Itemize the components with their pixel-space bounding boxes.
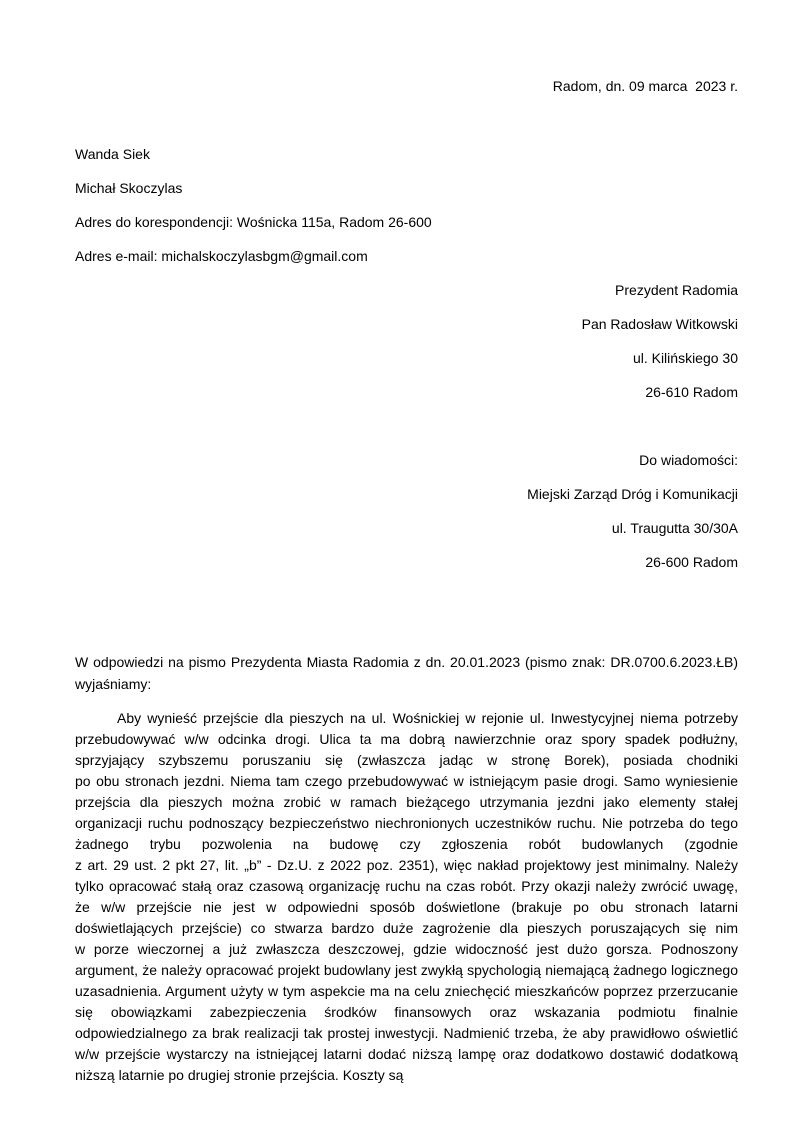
cc-city: 26-600 Radom — [645, 554, 738, 570]
recipient-block — [75, 273, 738, 409]
cc-street: ul. Traugutta 30/30A — [611, 520, 738, 536]
body-segment: z art. 29 ust. 2 pkt 27, lit. „b” - Dz.U. z 2022 poz. 2351), więc nakład projektowy jest minimalny. Należy tylko opracować stałą oraz czasową organizację ruchu na czas robót. Przy okazji należy zwrócić uwagę, że w/w przejście nie jest w odpowiedni sposób doświetlone (brakuje po obu stronach latarni doświetlających przejście) co stwarza bardzo duże zagrożenie dla pieszych poruszających się nim — [75, 857, 738, 936]
sender-email: Adres e-mail: michalskoczylasbgm@gmail.com — [75, 248, 368, 264]
sender-name-2: Michał Skoczylas — [75, 180, 183, 196]
sender-address: Adres do korespondencji: Wośnicka 115a, Radom 26-600 — [75, 214, 432, 230]
recipient-name: Pan Radosław Witkowski — [581, 316, 738, 332]
sender-block — [75, 137, 738, 273]
sender-name-1: Wanda Siek — [75, 146, 150, 162]
recipient-street: ul. Kilińskiego 30 — [632, 350, 738, 366]
cc-heading: Do wiadomości: — [639, 452, 738, 468]
letter-content — [75, 0, 738, 1086]
body-segment: Aby wynieść przejście dla pieszych na ul. Wośnickiej w rejonie ul. Inwestycyjnej niema potrzeby przebudowywać w/w odcinka drogi. Ulica ta ma dobrą nawierzchnie oraz spory spadek podłużny, sprzyjający szybszemu poruszaniu się (zwłaszcza jadąc w stronę Borek), posiada chodniki — [75, 710, 738, 768]
recipient-title: Prezydent Radomia — [615, 282, 738, 298]
cc-organization: Miejski Zarząd Dróg i Komunikacji — [527, 486, 738, 502]
body-segment: po obu stronach jezdni. Niema tam czego przebudowywać w istniejącym pasie drogi. Samo wyniesienie przejścia dla pieszych można zrobić w ramach bieżącego utrzymania jezdni jako elementy stałej organizacji ruchu podnoszący bezpieczeństwo niechronionych uczestników ruchu. Nie potrzeba do tego żadnego trybu pozwolenia na budowę czy zgłoszenia robót budowlanych (zgodnie — [75, 773, 738, 852]
body-segment: w porze wieczornej a już zwłaszcza deszczowej, gdzie widoczność jest dużo gorsza. Podnoszony argument, że należy opracować projekt budowlany jest zwykłą spychologią niemającą żadnego logicznego uzasadnienia. Argument użyty w tym aspekcie ma na celu zniechęcić mieszkańców poprzez przerzucanie się obowiązkami zabezpieczenia środków finansowych oraz wskazania podmiotu finalnie odpowiedzialnego za brak realizacji tak prostej inwestycji. Nadmienić trzeba, że aby prawidłowo oświetlić w/w przejście wystarczy na istniejącej latarni dodać niższą lampę oraz dodatkowo dostawić dodatkową niższą latarnie po drugiej stronie przejścia. Koszty są — [75, 941, 738, 1083]
date-line: Radom, dn. 09 marca 2023 r. — [552, 78, 738, 94]
recipient-city: 26-610 Radom — [645, 384, 738, 400]
cc-block — [75, 443, 738, 579]
body-paragraph — [75, 708, 738, 1086]
intro-paragraph: W odpowiedzi na pismo Prezydenta Miasta Radomia z dn. 20.01.2023 (pismo znak: DR.0700.6.2023.ŁB) wyjaśniamy: — [75, 654, 738, 692]
